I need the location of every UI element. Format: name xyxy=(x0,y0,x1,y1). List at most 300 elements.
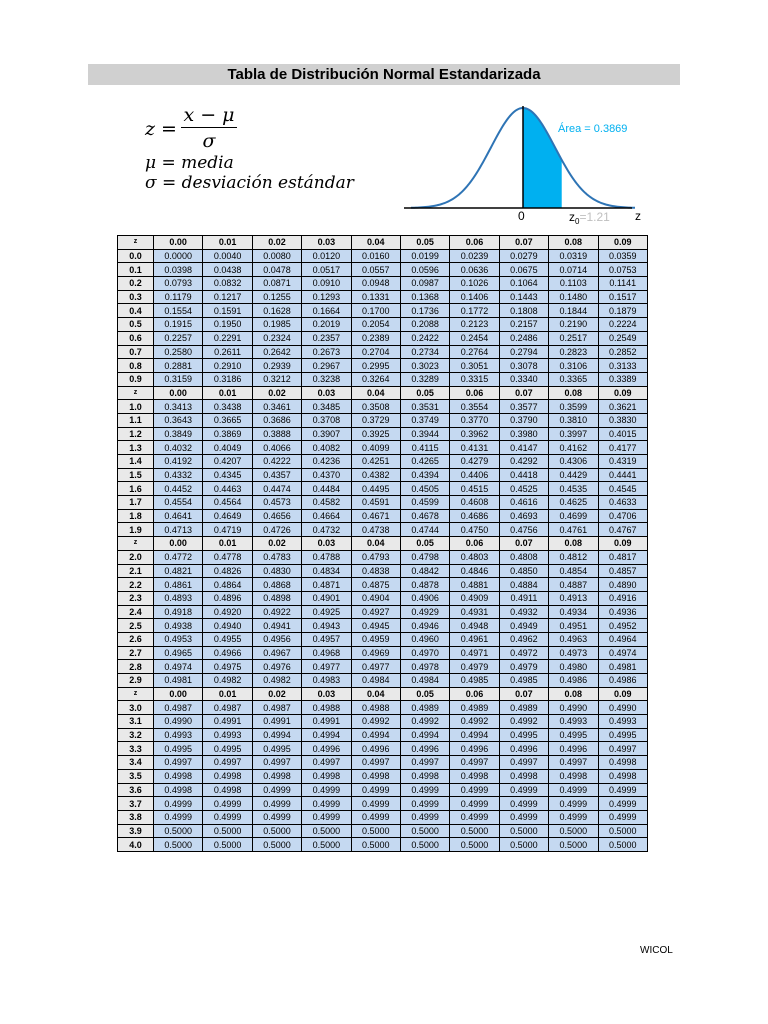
probability-cell: 0.4990 xyxy=(549,701,598,715)
table-row xyxy=(118,400,648,414)
probability-cell: 0.4951 xyxy=(549,619,598,633)
probability-cell: 0.4999 xyxy=(450,797,499,811)
probability-cell: 0.5000 xyxy=(598,824,647,838)
table-row xyxy=(118,564,648,578)
probability-cell: 0.0279 xyxy=(499,249,548,263)
probability-cell: 0.4830 xyxy=(252,564,301,578)
z-value-cell: 3.5 xyxy=(118,769,154,783)
probability-cell: 0.4977 xyxy=(351,660,400,674)
probability-cell: 0.4999 xyxy=(549,783,598,797)
z-value-cell: 3.6 xyxy=(118,783,154,797)
probability-cell: 0.4990 xyxy=(598,701,647,715)
probability-cell: 0.3907 xyxy=(302,427,351,441)
probability-cell: 0.4382 xyxy=(351,468,400,482)
z-value-cell: 2.3 xyxy=(118,591,154,605)
probability-cell: 0.4821 xyxy=(154,564,203,578)
probability-cell: 0.4995 xyxy=(203,742,252,756)
probability-cell: 0.4890 xyxy=(598,578,647,592)
probability-cell: 0.4999 xyxy=(302,810,351,824)
table-row xyxy=(118,769,648,783)
probability-cell: 0.2673 xyxy=(302,345,351,359)
probability-cell: 0.4996 xyxy=(549,742,598,756)
probability-cell: 0.5000 xyxy=(154,824,203,838)
probability-cell: 0.2517 xyxy=(549,331,598,345)
probability-cell: 0.4994 xyxy=(302,728,351,742)
probability-cell: 0.2939 xyxy=(252,359,301,373)
probability-cell: 0.4463 xyxy=(203,482,252,496)
probability-cell: 0.4989 xyxy=(499,701,548,715)
probability-cell: 0.4573 xyxy=(252,496,301,510)
column-header: 0.04 xyxy=(351,537,400,551)
probability-cell: 0.1808 xyxy=(499,304,548,318)
column-header: 0.09 xyxy=(598,687,647,701)
probability-cell: 0.3186 xyxy=(203,372,252,386)
column-header: 0.04 xyxy=(351,236,400,250)
probability-cell: 0.4808 xyxy=(499,550,548,564)
table-row xyxy=(118,728,648,742)
probability-cell: 0.0948 xyxy=(351,277,400,291)
probability-cell: 0.4916 xyxy=(598,591,647,605)
table-row xyxy=(118,797,648,811)
probability-cell: 0.4525 xyxy=(499,482,548,496)
z-column-header: z xyxy=(118,236,154,250)
probability-cell: 0.5000 xyxy=(549,838,598,852)
probability-cell: 0.2291 xyxy=(203,331,252,345)
probability-cell: 0.4980 xyxy=(549,660,598,674)
table-row xyxy=(118,427,648,441)
probability-cell: 0.1480 xyxy=(549,290,598,304)
column-header: 0.05 xyxy=(400,236,449,250)
probability-cell: 0.3577 xyxy=(499,400,548,414)
probability-cell: 0.3389 xyxy=(598,372,647,386)
z-axis-label: z xyxy=(635,209,641,223)
column-header: 0.09 xyxy=(598,386,647,400)
probability-cell: 0.4032 xyxy=(154,441,203,455)
probability-cell: 0.3599 xyxy=(549,400,598,414)
probability-cell: 0.4850 xyxy=(499,564,548,578)
probability-cell: 0.4936 xyxy=(598,605,647,619)
table-header-row xyxy=(118,537,648,551)
probability-cell: 0.4744 xyxy=(400,523,449,537)
probability-cell: 0.4925 xyxy=(302,605,351,619)
probability-cell: 0.5000 xyxy=(351,824,400,838)
probability-cell: 0.2823 xyxy=(549,345,598,359)
probability-cell: 0.4999 xyxy=(598,797,647,811)
table-row xyxy=(118,372,648,386)
probability-cell: 0.3770 xyxy=(450,413,499,427)
table-row xyxy=(118,646,648,660)
table-row xyxy=(118,496,648,510)
table-row xyxy=(118,632,648,646)
probability-cell: 0.2389 xyxy=(351,331,400,345)
probability-cell: 0.4251 xyxy=(351,455,400,469)
probability-cell: 0.1406 xyxy=(450,290,499,304)
probability-cell: 0.4999 xyxy=(400,783,449,797)
probability-cell: 0.4406 xyxy=(450,468,499,482)
probability-cell: 0.3078 xyxy=(499,359,548,373)
table-row xyxy=(118,810,648,824)
probability-cell: 0.4719 xyxy=(203,523,252,537)
probability-cell: 0.2611 xyxy=(203,345,252,359)
table-row xyxy=(118,660,648,674)
z-value-cell: 1.0 xyxy=(118,400,154,414)
column-header: 0.00 xyxy=(154,537,203,551)
probability-cell: 0.4564 xyxy=(203,496,252,510)
table-header-row xyxy=(118,236,648,250)
z-value-cell: 1.6 xyxy=(118,482,154,496)
probability-cell: 0.4997 xyxy=(499,756,548,770)
probability-cell: 0.4505 xyxy=(400,482,449,496)
probability-cell: 0.4999 xyxy=(302,783,351,797)
table-row xyxy=(118,413,648,427)
probability-cell: 0.1064 xyxy=(499,277,548,291)
table-header-row xyxy=(118,687,648,701)
probability-cell: 0.0987 xyxy=(400,277,449,291)
probability-cell: 0.4999 xyxy=(450,783,499,797)
probability-cell: 0.4998 xyxy=(400,769,449,783)
table-row xyxy=(118,249,648,263)
probability-cell: 0.4992 xyxy=(450,715,499,729)
probability-cell: 0.1179 xyxy=(154,290,203,304)
z-value-cell: 1.9 xyxy=(118,523,154,537)
probability-cell: 0.4756 xyxy=(499,523,548,537)
probability-cell: 0.4949 xyxy=(499,619,548,633)
probability-cell: 0.4943 xyxy=(302,619,351,633)
probability-cell: 0.4998 xyxy=(351,769,400,783)
probability-cell: 0.0832 xyxy=(203,277,252,291)
z-column-header: z xyxy=(118,386,154,400)
z-value-cell: 3.7 xyxy=(118,797,154,811)
probability-cell: 0.4861 xyxy=(154,578,203,592)
probability-cell: 0.4726 xyxy=(252,523,301,537)
probability-cell: 0.4993 xyxy=(549,715,598,729)
probability-cell: 0.4279 xyxy=(450,455,499,469)
probability-cell: 0.4817 xyxy=(598,550,647,564)
table-row xyxy=(118,318,648,332)
probability-cell: 0.4955 xyxy=(203,632,252,646)
probability-cell: 0.4207 xyxy=(203,455,252,469)
z-value-cell: 0.6 xyxy=(118,331,154,345)
column-header: 0.08 xyxy=(549,537,598,551)
probability-cell: 0.4994 xyxy=(450,728,499,742)
probability-cell: 0.4989 xyxy=(450,701,499,715)
probability-cell: 0.1141 xyxy=(598,277,647,291)
probability-cell: 0.0000 xyxy=(154,249,203,263)
probability-cell: 0.4995 xyxy=(598,728,647,742)
probability-cell: 0.4999 xyxy=(252,810,301,824)
table-row xyxy=(118,331,648,345)
probability-cell: 0.4582 xyxy=(302,496,351,510)
probability-cell: 0.3212 xyxy=(252,372,301,386)
probability-cell: 0.5000 xyxy=(302,824,351,838)
probability-cell: 0.4857 xyxy=(598,564,647,578)
probability-cell: 0.3238 xyxy=(302,372,351,386)
probability-cell: 0.4641 xyxy=(154,509,203,523)
probability-cell: 0.3830 xyxy=(598,413,647,427)
probability-cell: 0.4664 xyxy=(302,509,351,523)
probability-cell: 0.4991 xyxy=(252,715,301,729)
probability-cell: 0.4932 xyxy=(499,605,548,619)
probability-cell: 0.1915 xyxy=(154,318,203,332)
column-header: 0.06 xyxy=(450,236,499,250)
probability-cell: 0.4591 xyxy=(351,496,400,510)
probability-cell: 0.4962 xyxy=(499,632,548,646)
probability-cell: 0.1026 xyxy=(450,277,499,291)
probability-cell: 0.2486 xyxy=(499,331,548,345)
probability-cell: 0.4998 xyxy=(302,769,351,783)
probability-cell: 0.2734 xyxy=(400,345,449,359)
probability-cell: 0.5000 xyxy=(203,838,252,852)
probability-cell: 0.5000 xyxy=(400,838,449,852)
probability-cell: 0.2019 xyxy=(302,318,351,332)
probability-cell: 0.1772 xyxy=(450,304,499,318)
column-header: 0.01 xyxy=(203,537,252,551)
column-header: 0.02 xyxy=(252,537,301,551)
probability-cell: 0.2224 xyxy=(598,318,647,332)
probability-cell: 0.4788 xyxy=(302,550,351,564)
table-row xyxy=(118,756,648,770)
z-value-cell: 2.0 xyxy=(118,550,154,564)
probability-cell: 0.5000 xyxy=(450,838,499,852)
probability-cell: 0.4966 xyxy=(203,646,252,660)
probability-cell: 0.1293 xyxy=(302,290,351,304)
probability-cell: 0.4162 xyxy=(549,441,598,455)
probability-cell: 0.4948 xyxy=(450,619,499,633)
column-header: 0.04 xyxy=(351,386,400,400)
probability-cell: 0.0793 xyxy=(154,277,203,291)
z-value-cell: 3.3 xyxy=(118,742,154,756)
column-header: 0.02 xyxy=(252,386,301,400)
probability-cell: 0.4332 xyxy=(154,468,203,482)
probability-cell: 0.4429 xyxy=(549,468,598,482)
probability-cell: 0.4878 xyxy=(400,578,449,592)
column-header: 0.00 xyxy=(154,236,203,250)
column-header: 0.06 xyxy=(450,386,499,400)
probability-cell: 0.4976 xyxy=(252,660,301,674)
probability-cell: 0.3686 xyxy=(252,413,301,427)
probability-cell: 0.3289 xyxy=(400,372,449,386)
probability-cell: 0.1103 xyxy=(549,277,598,291)
probability-cell: 0.4997 xyxy=(351,756,400,770)
z-value-cell: 2.4 xyxy=(118,605,154,619)
probability-cell: 0.3106 xyxy=(549,359,598,373)
z-value-cell: 0.9 xyxy=(118,372,154,386)
probability-cell: 0.3315 xyxy=(450,372,499,386)
probability-cell: 0.4997 xyxy=(450,756,499,770)
column-header: 0.07 xyxy=(499,537,548,551)
probability-cell: 0.2580 xyxy=(154,345,203,359)
probability-cell: 0.5000 xyxy=(549,824,598,838)
probability-cell: 0.4265 xyxy=(400,455,449,469)
probability-cell: 0.3023 xyxy=(400,359,449,373)
probability-cell: 0.5000 xyxy=(203,824,252,838)
column-header: 0.08 xyxy=(549,386,598,400)
probability-cell: 0.5000 xyxy=(252,838,301,852)
probability-cell: 0.4750 xyxy=(450,523,499,537)
probability-cell: 0.4803 xyxy=(450,550,499,564)
table-row xyxy=(118,359,648,373)
probability-cell: 0.3438 xyxy=(203,400,252,414)
probability-cell: 0.0517 xyxy=(302,263,351,277)
probability-cell: 0.4982 xyxy=(203,674,252,688)
probability-cell: 0.4974 xyxy=(598,646,647,660)
probability-cell: 0.4999 xyxy=(351,810,400,824)
table-header-row xyxy=(118,386,648,400)
column-header: 0.05 xyxy=(400,537,449,551)
probability-cell: 0.3264 xyxy=(351,372,400,386)
probability-cell: 0.4997 xyxy=(598,742,647,756)
column-header: 0.07 xyxy=(499,386,548,400)
probability-cell: 0.4964 xyxy=(598,632,647,646)
probability-cell: 0.4706 xyxy=(598,509,647,523)
probability-cell: 0.4973 xyxy=(549,646,598,660)
probability-cell: 0.1554 xyxy=(154,304,203,318)
probability-cell: 0.4995 xyxy=(499,728,548,742)
probability-cell: 0.4633 xyxy=(598,496,647,510)
table-row xyxy=(118,824,648,838)
probability-cell: 0.1255 xyxy=(252,290,301,304)
probability-cell: 0.3413 xyxy=(154,400,203,414)
probability-cell: 0.4975 xyxy=(203,660,252,674)
probability-cell: 0.3051 xyxy=(450,359,499,373)
probability-cell: 0.2794 xyxy=(499,345,548,359)
z-value-cell: 4.0 xyxy=(118,838,154,852)
probability-cell: 0.3810 xyxy=(549,413,598,427)
probability-cell: 0.4998 xyxy=(203,783,252,797)
probability-cell: 0.4999 xyxy=(252,797,301,811)
z0-label: $z_0=1.21$ xyxy=(569,210,610,226)
probability-cell: 0.0910 xyxy=(302,277,351,291)
probability-cell: 0.4484 xyxy=(302,482,351,496)
probability-cell: 0.4999 xyxy=(252,783,301,797)
probability-cell: 0.4913 xyxy=(549,591,598,605)
probability-cell: 0.1736 xyxy=(400,304,449,318)
probability-cell: 0.4987 xyxy=(154,701,203,715)
probability-cell: 0.4131 xyxy=(450,441,499,455)
probability-cell: 0.2549 xyxy=(598,331,647,345)
probability-cell: 0.2157 xyxy=(499,318,548,332)
probability-cell: 0.4989 xyxy=(400,701,449,715)
probability-cell: 0.4970 xyxy=(400,646,449,660)
probability-cell: 0.0398 xyxy=(154,263,203,277)
z-value-cell: 2.7 xyxy=(118,646,154,660)
probability-cell: 0.4998 xyxy=(154,783,203,797)
probability-cell: 0.4147 xyxy=(499,441,548,455)
probability-cell: 0.3508 xyxy=(351,400,400,414)
probability-cell: 0.4969 xyxy=(351,646,400,660)
column-header: 0.02 xyxy=(252,236,301,250)
probability-cell: 0.4918 xyxy=(154,605,203,619)
probability-cell: 0.4971 xyxy=(450,646,499,660)
probability-cell: 0.5000 xyxy=(450,824,499,838)
probability-cell: 0.2190 xyxy=(549,318,598,332)
z-value-cell: 1.4 xyxy=(118,455,154,469)
probability-cell: 0.3531 xyxy=(400,400,449,414)
table-row xyxy=(118,509,648,523)
probability-cell: 0.4995 xyxy=(549,728,598,742)
probability-cell: 0.4941 xyxy=(252,619,301,633)
z-value-cell: 0.4 xyxy=(118,304,154,318)
column-header: 0.06 xyxy=(450,687,499,701)
probability-cell: 0.4999 xyxy=(203,797,252,811)
probability-cell: 0.4535 xyxy=(549,482,598,496)
probability-cell: 0.4996 xyxy=(499,742,548,756)
probability-cell: 0.4394 xyxy=(400,468,449,482)
probability-cell: 0.4999 xyxy=(598,810,647,824)
z-column-header: z xyxy=(118,537,154,551)
probability-cell: 0.4927 xyxy=(351,605,400,619)
probability-cell: 0.4608 xyxy=(450,496,499,510)
probability-cell: 0.4357 xyxy=(252,468,301,482)
probability-cell: 0.4884 xyxy=(499,578,548,592)
probability-cell: 0.4999 xyxy=(203,810,252,824)
z-value-cell: 2.2 xyxy=(118,578,154,592)
probability-cell: 0.4981 xyxy=(154,674,203,688)
probability-cell: 0.4986 xyxy=(598,674,647,688)
probability-cell: 0.4992 xyxy=(400,715,449,729)
z-column-header: z xyxy=(118,687,154,701)
z-value-cell: 1.2 xyxy=(118,427,154,441)
probability-cell: 0.4963 xyxy=(549,632,598,646)
probability-cell: 0.4678 xyxy=(400,509,449,523)
probability-cell: 0.4049 xyxy=(203,441,252,455)
probability-cell: 0.4967 xyxy=(252,646,301,660)
probability-cell: 0.4997 xyxy=(154,756,203,770)
z-value-cell: 1.8 xyxy=(118,509,154,523)
probability-cell: 0.1591 xyxy=(203,304,252,318)
probability-cell: 0.2123 xyxy=(450,318,499,332)
probability-cell: 0.4946 xyxy=(400,619,449,633)
probability-cell: 0.4956 xyxy=(252,632,301,646)
probability-cell: 0.4997 xyxy=(302,756,351,770)
probability-cell: 0.4996 xyxy=(450,742,499,756)
table-row xyxy=(118,482,648,496)
probability-cell: 0.4306 xyxy=(549,455,598,469)
probability-cell: 0.3869 xyxy=(203,427,252,441)
column-header: 0.08 xyxy=(549,687,598,701)
probability-cell: 0.4945 xyxy=(351,619,400,633)
probability-cell: 0.4993 xyxy=(154,728,203,742)
column-header: 0.07 xyxy=(499,687,548,701)
probability-cell: 0.0438 xyxy=(203,263,252,277)
probability-cell: 0.0319 xyxy=(549,249,598,263)
probability-cell: 0.2881 xyxy=(154,359,203,373)
table-row xyxy=(118,455,648,469)
probability-cell: 0.4957 xyxy=(302,632,351,646)
probability-cell: 0.2324 xyxy=(252,331,301,345)
probability-cell: 0.2357 xyxy=(302,331,351,345)
probability-cell: 0.4418 xyxy=(499,468,548,482)
probability-cell: 0.3888 xyxy=(252,427,301,441)
z-value-cell: 0.8 xyxy=(118,359,154,373)
probability-cell: 0.4998 xyxy=(252,769,301,783)
probability-cell: 0.4961 xyxy=(450,632,499,646)
column-header: 0.03 xyxy=(302,236,351,250)
probability-cell: 0.4441 xyxy=(598,468,647,482)
probability-cell: 0.4979 xyxy=(450,660,499,674)
probability-cell: 0.4713 xyxy=(154,523,203,537)
probability-cell: 0.4987 xyxy=(203,701,252,715)
probability-cell: 0.1217 xyxy=(203,290,252,304)
probability-cell: 0.4994 xyxy=(400,728,449,742)
probability-cell: 0.4999 xyxy=(499,797,548,811)
probability-cell: 0.5000 xyxy=(499,824,548,838)
formula-numerator: x − μ xyxy=(181,104,237,128)
probability-cell: 0.3621 xyxy=(598,400,647,414)
probability-cell: 0.1844 xyxy=(549,304,598,318)
probability-cell: 0.4934 xyxy=(549,605,598,619)
probability-cell: 0.4625 xyxy=(549,496,598,510)
